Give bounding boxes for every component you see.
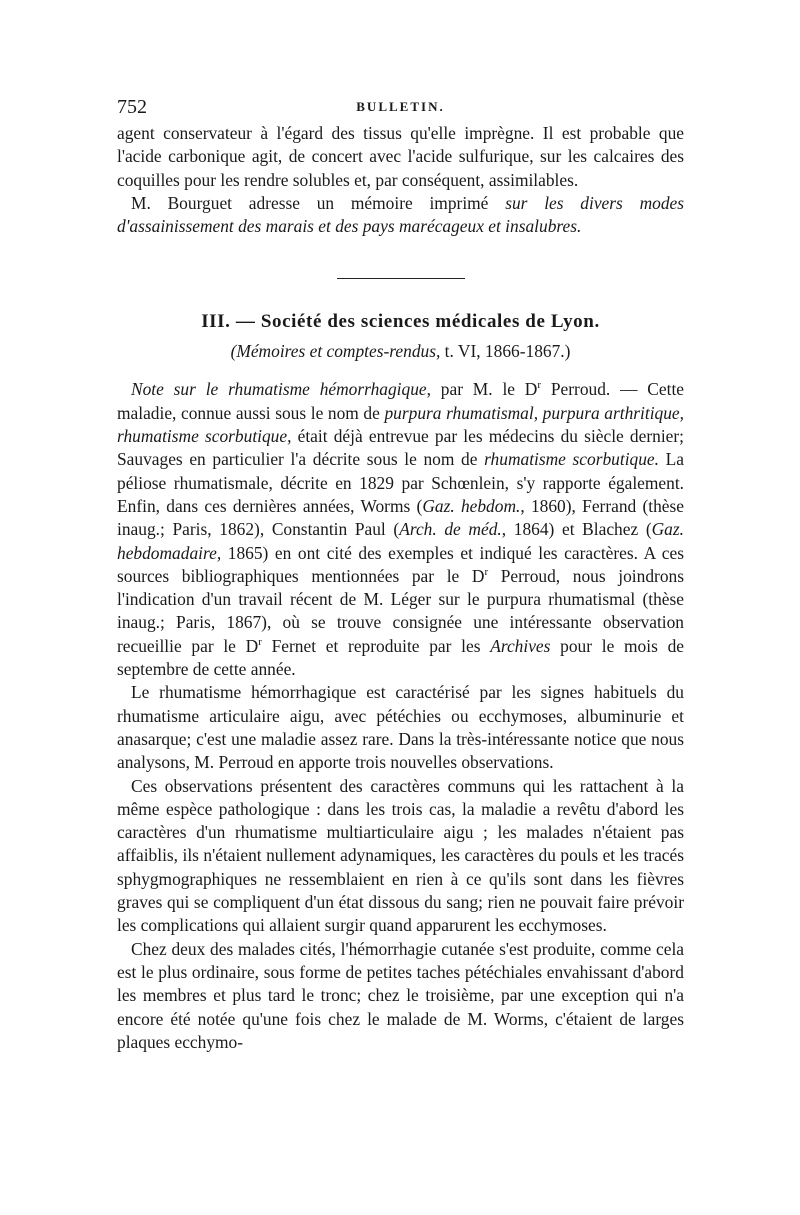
paragraph-1-run: était déjà entrevue par les médecins du siècle dernier; Sauvages en particulier l'a décrite sous le nom de [117, 426, 685, 470]
continuation-paragraph: agent conservateur à l'égard des tissus qu'elle imprègne. Il est probable que l'acide carbonique agit, de concert avec l'acide sulfurique, sur les calcaires des coquilles pour les rendre solubles et, par conséquent, assimilables. [117, 123, 684, 190]
subheading-rest: t. VI, 1866-1867.) [440, 341, 571, 362]
paragraph-1-run: rhumatisme scorbutique. [484, 449, 659, 470]
bourguet-title: sur les divers modes d'assainissement des marais et des pays marécageux et insalubres. [117, 192, 685, 237]
paragraph-1-run: Note sur le rhumatisme hémorrhagique [131, 379, 427, 400]
paragraph-1-run: Gaz. hebdomadaire, [117, 519, 684, 563]
article-paragraph-3: Ces observations présentent des caractères communs qui les rattachent à la même espèce pathologique : dans les trois cas, la maladie a revêtu d'abord les caractères d'un rhumatisme multiarticulaire aigu ; les malades n'étaient pas affaiblis, ils n'étaient nullement adynamiques, les caractères du pouls et les tracés sphygmographiques ne ressemblaient en rien à ce qu'ils sont dans les fièvres graves qui se compliquent d'un état dissous du sang; rien ne pouvait faire prévoir les complications qui allaient surgir quand apparurent les ecchymoses. [117, 775, 684, 936]
paragraph-1-run: Arch. de méd. [399, 519, 502, 540]
running-head [117, 96, 684, 122]
subheading-italic: (Mémoires et comptes-rendus, [230, 341, 441, 362]
bourguet-paragraph [117, 192, 684, 239]
paragraph-1-run: , par M. le D [426, 379, 538, 400]
paragraph-1-run: purpura rhumatismal, purpura arthritique, rhumatisme scorbutique, [117, 402, 684, 447]
paragraph-1-run: Gaz. hebdom. [422, 495, 521, 516]
section-heading: III. — Société des sciences médicales de Lyon. [201, 311, 600, 333]
paragraph-1-run: La péliose rhumatismale, décrite en 1829 par Schœnlein, s'y rapporte également. Enfin, dans ces dernières années, Worms ( [117, 449, 684, 516]
paragraph-1-run: pour le mois de septembre de cette année. [117, 635, 685, 680]
paragraph-1-run: 1865) en ont cité des exemples et indiqué les caractères. A ces sources bibliographiques mentionnées par le D [117, 542, 684, 586]
paragraph-1-run: Perroud. — Cette maladie, connue aussi sous le nom de [117, 379, 684, 423]
bourguet-lead: M. Bourguet adresse un mémoire imprimé [131, 192, 506, 213]
book-page [117, 96, 684, 1054]
paragraph-1-run: Fernet et reproduite par les [261, 635, 491, 656]
paragraph-1-run: Perroud, nous joindrons l'indication d'un travail récent de M. Léger sur le purpura rhumatismal (thèse inaug.; Paris, 1867), où se trouve consignée une intéressante observation recueillie par le D [117, 565, 684, 656]
section-divider [337, 278, 465, 279]
running-title: BULLETIN. [356, 99, 445, 114]
paragraph-1-run: r [258, 635, 262, 648]
article-paragraph-2: Le rhumatisme hémorrhagique est caractérisé par les signes habituels du rhumatisme articulaire aigu, avec pétéchies ou ecchymoses, albuminurie et anasarque; c'est une maladie assez rare. Dans la très-intéressante notice que nous analysons, M. Perroud en apporte trois nouvelles observations. [117, 682, 684, 773]
page-number: 752 [117, 96, 147, 118]
paragraph-1-run: r [537, 379, 542, 392]
article-paragraph-1 [117, 378, 684, 681]
article-paragraph-4: Chez deux des malades cités, l'hémorrhagie cutanée s'est produite, comme cela est le plus ordinaire, sous forme de petites taches pétéchiales envahissant d'abord les membres et plus tard le tronc; chez le troisième, par une exception qui n'a encore été notée qu'une fois chez le malade de M. Worms, c'étaient de larges plaques ecchymo- [117, 938, 684, 1052]
paragraph-1-run: r [484, 566, 489, 579]
paragraph-1-run: , 1864) et Blachez ( [501, 519, 652, 540]
section-subheading [117, 339, 684, 363]
paragraph-1-run: Archives [490, 635, 551, 656]
paragraph-1-run: , 1860), Ferrand (thèse inaug.; Paris, 1862), Constantin Paul ( [117, 495, 685, 540]
